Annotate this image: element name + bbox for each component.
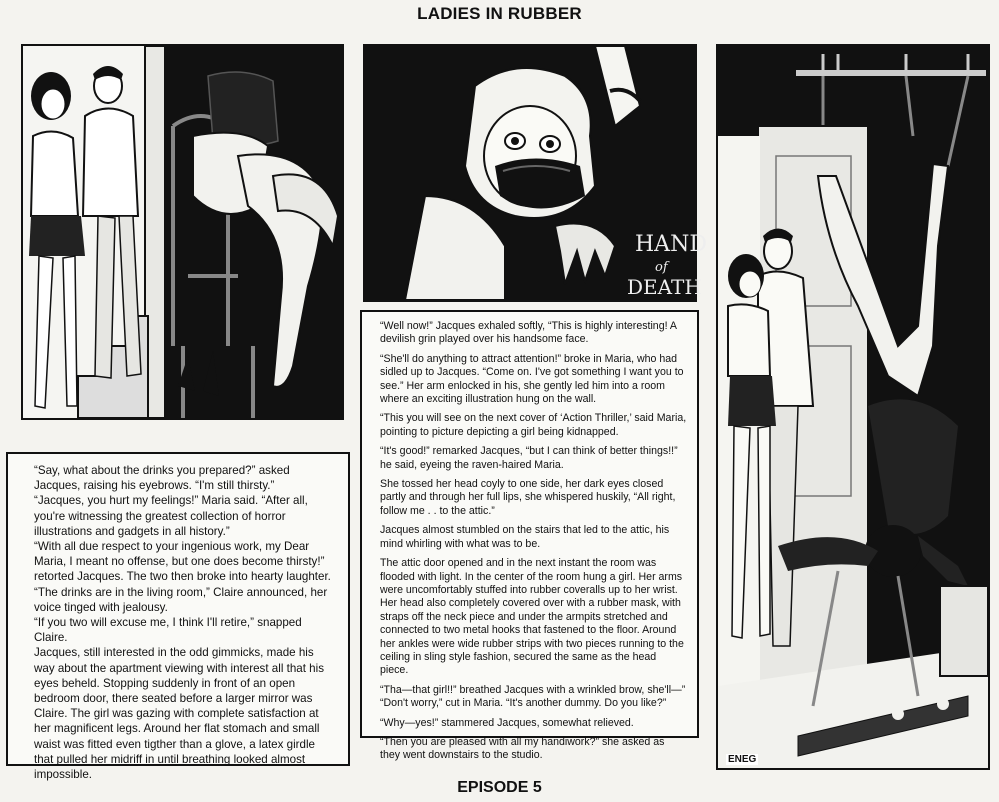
paragraph: “Why—yes!” stammered Jacques, somewhat relieved.: [380, 716, 634, 729]
story-text-box-middle: [360, 310, 699, 762]
paragraph: She tossed her head coyly to one side, her dark eyes closed partly and through her full lips, she whispered huskily, “All right, follow me . . to the attic.”: [380, 478, 676, 517]
paragraph: “Then you are pleased with all my handiwork?” she asked as they went downstairs to the studio.: [380, 735, 665, 762]
paragraph: “She'll do anything to attract attention!” broke in Maria, who had sidled up to Jacques. “Come on. I've got something I want you to see.” Her arm enlocked in his, she gently led him into a room where an exciting illustration hung on the wall.: [380, 352, 684, 406]
panel-hand-of-death: [363, 44, 707, 302]
paragraph: “If you two will excuse me, I think I'll retire,” snapped Claire.: [34, 616, 302, 645]
panel-bedroom-scene: [21, 44, 344, 420]
sign-line-of: of: [655, 260, 668, 275]
attic-scene-illustration: [718, 46, 988, 768]
paragraph: The attic door opened and in the next instant the room was flooded with light. In the center of the room hung a girl. Her arms were uncomfortably stuffed into rubber coveralls up to her wrist. Her head also completely covered over with a rubber mask, with straps off the neck piece and under the armpits stretched and connected to two metal hooks that fastened to the floor. Around her ankles were wide rubber strips with two pieces running to the ceiling in sling style fashion, secured the same as the head piece.: [380, 557, 684, 677]
episode-footer: EPISODE 5: [457, 779, 542, 796]
artist-signature: ENEG: [728, 754, 757, 765]
bedroom-scene-illustration: [23, 46, 342, 418]
sign-line-death: DEATH: [627, 275, 702, 299]
sign-line-hand: HAND: [635, 232, 707, 257]
panel-attic-scene: [716, 44, 990, 770]
story-text-box-left: [6, 452, 350, 782]
paragraph: “With all due respect to your ingenious work, my Dear Maria, I meant no offense, but one does become thirsty!” retorted Jacques. The two then broke into hearty laughter.: [34, 540, 331, 584]
paragraph: Jacques, still interested in the odd gimmicks, made his way about the apartment viewing with interest all that his eyes beheld. Stopping suddenly in front of an open bedroom door, there seated before a larger mirror was Claire. The girl was gazing with complete satisfaction at her magnificent legs. Around her flat stomach and small waist was fitted even tigther than a glove, a latex girdle that pulled her midriff in until breathing looked almost impossible.: [34, 646, 324, 782]
paragraph: “The drinks are in the living room,” Claire announced, her voice tinged with jealousy.: [34, 585, 328, 614]
paragraph: “This you will see on the next cover of ‘Action Thriller,’ said Maria, pointing to picture depicting a girl being kidnapped.: [380, 412, 687, 438]
paragraph: “Jacques, you hurt my feelings!” Maria said. “After all, you're witnessing the greatest collection of horror illustrations and gadgets in all history.”: [34, 494, 308, 538]
paragraph: “Well now!” Jacques exhaled softly, “This is highly interesting! A devilish grin played over his handsome face.: [380, 320, 677, 346]
paragraph: Jacques almost stumbled on the stairs that led to the attic, his mind whirling with what was to be.: [380, 524, 670, 550]
paragraph: “Say, what about the drinks you prepared?” asked Jacques, raising his eyebrows. “I'm still thirsty.”: [34, 464, 290, 493]
page-title: LADIES IN RUBBER: [417, 4, 582, 23]
paragraph: “It's good!” remarked Jacques, “but I can think of better things!!” he said, eyeing the raven-haired Maria.: [380, 445, 678, 471]
paragraph: “Tha—that girl!!” breathed Jacques with a wrinkled brow, she'll—” “Don't worry,” cut in Maria. “It's another dummy. Do you like?”: [380, 683, 686, 710]
kidnapping-illustration: [365, 46, 707, 300]
